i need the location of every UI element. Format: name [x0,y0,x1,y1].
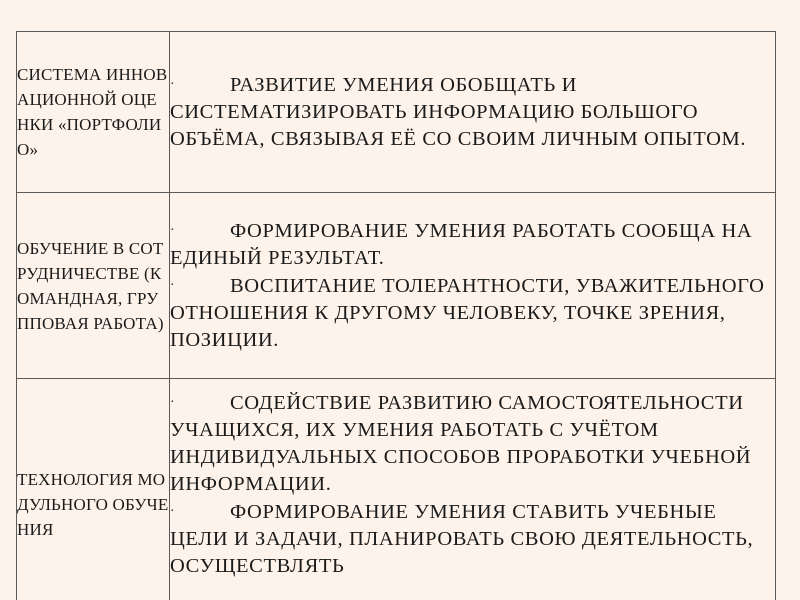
method-label-cell [17,32,170,193]
method-label: ОБУЧЕНИЕ В СОТРУДНИЧЕСТВЕ (КОМАНДНАЯ, ГРУППОВАЯ РАБОТА) [17,238,164,333]
methods-table [16,31,776,600]
bullet-dot: · [170,504,176,519]
bullet-dot: · [170,278,176,293]
table-row [17,193,776,379]
bullet-text: РАЗВИТИЕ УМЕНИЯ ОБОБЩАТЬ И СИСТЕМАТИЗИРОВАТЬ ИНФОРМАЦИЮ БОЛЬШОГО ОБЪЁМА, СВЯЗЫВАЯ ЕЁ СО СВОИМ ЛИЧНЫМ ОПЫТОМ. [170,74,747,150]
bullet-item [170,498,775,580]
method-label-cell [17,379,170,600]
method-label-cell [17,193,170,379]
bullet-text: ВОСПИТАНИЕ ТОЛЕРАНТНОСТИ, УВАЖИТЕЛЬНОГО ОТНОШЕНИЯ К ДРУГОМУ ЧЕЛОВЕКУ, ТОЧКЕ ЗРЕНИЯ, ПОЗИЦИИ. [170,275,765,351]
bullet-item [170,71,775,153]
bullet-item [170,272,775,354]
method-description-cell [170,379,776,600]
method-label: СИСТЕМА ИННОВАЦИОННОЙ ОЦЕНКИ «ПОРТФОЛИО» [17,65,168,159]
bullet-item [170,389,775,498]
bullet-item [170,217,775,272]
table-row [17,32,776,193]
method-description-cell [170,193,776,379]
bullet-dot: · [170,77,176,92]
bullet-text: ФОРМИРОВАНИЕ УМЕНИЯ СТАВИТЬ УЧЕБНЫЕ ЦЕЛИ И ЗАДАЧИ, ПЛАНИРОВАТЬ СВОЮ ДЕЯТЕЛЬНОСТЬ, ОСУЩЕСТВЛЯТЬ [170,501,754,577]
bullet-dot: · [170,395,176,410]
bullet-text: ФОРМИРОВАНИЕ УМЕНИЯ РАБОТАТЬ СООБЩА НА ЕДИНЫЙ РЕЗУЛЬТАТ. [170,220,753,269]
bullet-text: СОДЕЙСТВИЕ РАЗВИТИЮ САМОСТОЯТЕЛЬНОСТИ УЧАЩИХСЯ, ИХ УМЕНИЯ РАБОТАТЬ С УЧЁТОМ ИНДИВИДУАЛЬНЫХ СПОСОБОВ ПРОРАБОТКИ УЧЕБНОЙ ИНФОРМАЦИИ. [170,392,752,495]
bullet-dot: · [170,223,176,238]
method-description-cell [170,32,776,193]
method-label: ТЕХНОЛОГИЯ МОДУЛЬНОГО ОБУЧЕНИЯ [17,469,169,539]
table-row [17,379,776,600]
